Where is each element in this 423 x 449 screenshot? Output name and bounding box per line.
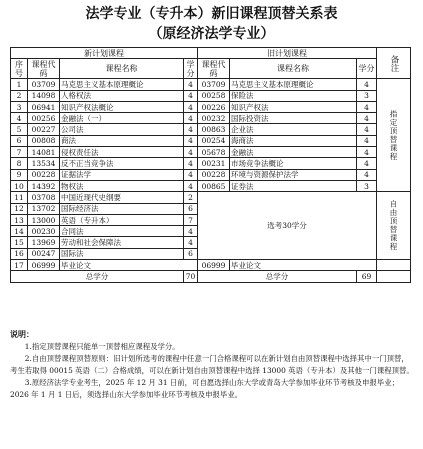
row-credit: 4 bbox=[184, 180, 198, 191]
thesis-old-code: 06999 bbox=[198, 260, 230, 271]
row-old-code: 00258 bbox=[198, 90, 230, 101]
table-row bbox=[11, 90, 411, 101]
total-new-label: 总学分 bbox=[11, 271, 184, 282]
row-seq: 9 bbox=[11, 169, 28, 180]
row-old-name: 市场竞争法概论 bbox=[230, 158, 357, 169]
note-1: 1.指定顶替课程只能单一顶替相应课程及学分。 bbox=[24, 342, 180, 351]
elective-credits: 选考30学分 bbox=[198, 192, 377, 260]
row-code: 06941 bbox=[28, 101, 60, 112]
row-name: 知识产权法概论 bbox=[60, 101, 184, 112]
row-name: 马克思主义基本原理概论 bbox=[60, 79, 184, 90]
page-subtitle: （原经济法学专业） bbox=[148, 26, 275, 42]
remark-header: 备注 bbox=[377, 48, 411, 79]
row-name: 反不正当竞争法 bbox=[60, 158, 184, 169]
credit-header: 学分 bbox=[184, 59, 198, 79]
old-credit-header: 学分 bbox=[357, 59, 377, 79]
row-code: 13000 bbox=[28, 214, 60, 225]
seq-header: 序号 bbox=[11, 59, 28, 79]
row-code: 13969 bbox=[28, 237, 60, 248]
row-name: 金融法（一） bbox=[60, 113, 184, 124]
row-seq: 14 bbox=[11, 226, 28, 237]
row-old-name: 海商法 bbox=[230, 135, 357, 146]
row-old-code: 00863 bbox=[198, 124, 230, 135]
notes-heading: 说明： bbox=[10, 330, 34, 339]
row-credit: 4 bbox=[184, 237, 198, 248]
row-seq: 8 bbox=[11, 158, 28, 169]
row-credit: 4 bbox=[184, 158, 198, 169]
table-row bbox=[11, 113, 411, 124]
total-old-label: 总学分 bbox=[198, 271, 357, 282]
row-old-name: 证券法 bbox=[230, 180, 357, 191]
row-name: 公司法 bbox=[60, 124, 184, 135]
row-name: 劳动和社会保障法 bbox=[60, 237, 184, 248]
row-seq: 16 bbox=[11, 248, 28, 259]
row-seq: 7 bbox=[11, 147, 28, 158]
table-row bbox=[11, 169, 411, 180]
new-plan-header: 新计划课程 bbox=[11, 48, 198, 59]
note-2: 2.自由顶替课程顶替原则：旧计划所选考的课程中任意一门合格课程可以在新计划自由顶替课程中选择其中一门顶替，考生若取得 00015 英语（二）合格成绩，可以在新计划自由顶替课程中选择 13000 英语（专升本）及其他一门课程顶替。 bbox=[10, 354, 414, 375]
row-seq: 12 bbox=[11, 203, 28, 214]
row-old-code: 00232 bbox=[198, 113, 230, 124]
remark-designated: 指定顶替课程 bbox=[377, 79, 411, 192]
row-old-credit: 4 bbox=[357, 147, 377, 158]
row-code: 03708 bbox=[28, 192, 60, 203]
old-code-header: 课程代码 bbox=[198, 59, 230, 79]
row-credit: 4 bbox=[184, 124, 198, 135]
row-old-code: 03709 bbox=[198, 79, 230, 90]
row-seq: 4 bbox=[11, 113, 28, 124]
table-row bbox=[11, 147, 411, 158]
row-old-credit: 3 bbox=[357, 180, 377, 191]
table-row bbox=[11, 180, 411, 191]
row-name: 证据法学 bbox=[60, 169, 184, 180]
row-seq: 2 bbox=[11, 90, 28, 101]
row-seq: 13 bbox=[11, 214, 28, 225]
row-credit: 6 bbox=[184, 203, 198, 214]
row-old-code: 00254 bbox=[198, 135, 230, 146]
row-code: 13702 bbox=[28, 203, 60, 214]
row-code: 00808 bbox=[28, 135, 60, 146]
row-old-credit: 4 bbox=[357, 124, 377, 135]
row-seq: 5 bbox=[11, 124, 28, 135]
thesis-code: 06999 bbox=[28, 260, 60, 271]
row-code: 13534 bbox=[28, 158, 60, 169]
row-old-code: 00226 bbox=[198, 101, 230, 112]
thesis-seq: 17 bbox=[11, 260, 28, 271]
course-replacement-table bbox=[10, 47, 411, 283]
row-old-credit: 4 bbox=[357, 135, 377, 146]
row-old-code: 00865 bbox=[198, 180, 230, 191]
row-code: 00247 bbox=[28, 248, 60, 259]
row-old-credit: 4 bbox=[357, 169, 377, 180]
row-code: 14392 bbox=[28, 180, 60, 191]
row-name: 国际法 bbox=[60, 248, 184, 259]
row-old-name: 保险法 bbox=[230, 90, 357, 101]
row-code: 00230 bbox=[28, 226, 60, 237]
row-old-name: 金融法 bbox=[230, 147, 357, 158]
old-name-header: 课程名称 bbox=[230, 59, 357, 79]
row-seq: 11 bbox=[11, 192, 28, 203]
row-code: 00227 bbox=[28, 124, 60, 135]
remark-free: 自由顶替课程 bbox=[377, 192, 411, 260]
row-code: 00228 bbox=[28, 169, 60, 180]
row-old-credit: 4 bbox=[357, 113, 377, 124]
old-plan-header: 旧计划课程 bbox=[198, 48, 377, 59]
row-credit: 4 bbox=[184, 226, 198, 237]
row-old-credit: 4 bbox=[357, 158, 377, 169]
row-name: 合同法 bbox=[60, 226, 184, 237]
name-header: 课程名称 bbox=[60, 59, 184, 79]
row-seq: 1 bbox=[11, 79, 28, 90]
row-credit: 2 bbox=[184, 192, 198, 203]
row-name: 国际经济法 bbox=[60, 203, 184, 214]
table-row bbox=[11, 192, 411, 203]
row-name: 商法 bbox=[60, 135, 184, 146]
row-credit: 4 bbox=[184, 169, 198, 180]
notes-section bbox=[10, 329, 414, 401]
page-title: 法学专业（专升本）新旧课程顶替关系表 bbox=[85, 6, 338, 22]
row-old-name: 知识产权法 bbox=[230, 101, 357, 112]
row-credit: 4 bbox=[184, 113, 198, 124]
row-seq: 6 bbox=[11, 135, 28, 146]
row-old-code: 05678 bbox=[198, 147, 230, 158]
total-old-credit: 69 bbox=[357, 271, 377, 282]
row-credit: 4 bbox=[184, 147, 198, 158]
row-old-credit: 4 bbox=[357, 79, 377, 90]
row-seq: 3 bbox=[11, 101, 28, 112]
row-old-name: 国际投资法 bbox=[230, 113, 357, 124]
row-seq: 15 bbox=[11, 237, 28, 248]
row-old-code: 00228 bbox=[198, 169, 230, 180]
thesis-old-name: 毕业论文 bbox=[230, 260, 377, 271]
row-name: 人格权法 bbox=[60, 90, 184, 101]
row-code: 00256 bbox=[28, 113, 60, 124]
row-old-name: 企业法 bbox=[230, 124, 357, 135]
row-code: 03709 bbox=[28, 79, 60, 90]
code-header: 课程代码 bbox=[28, 59, 60, 79]
total-new-credit: 70 bbox=[184, 271, 198, 282]
row-code: 14081 bbox=[28, 147, 60, 158]
row-credit: 4 bbox=[184, 79, 198, 90]
table-row bbox=[11, 158, 411, 169]
row-credit: 4 bbox=[184, 90, 198, 101]
row-credit: 4 bbox=[184, 135, 198, 146]
row-code: 14098 bbox=[28, 90, 60, 101]
row-credit: 7 bbox=[184, 214, 198, 225]
row-old-credit: 3 bbox=[357, 90, 377, 101]
row-old-code: 00231 bbox=[198, 158, 230, 169]
row-old-name: 环境与资源保护法学 bbox=[230, 169, 357, 180]
row-credit: 4 bbox=[184, 101, 198, 112]
row-old-name: 马克思主义基本原理概论 bbox=[230, 79, 357, 90]
row-old-credit: 4 bbox=[357, 101, 377, 112]
table-row bbox=[11, 79, 411, 90]
note-3: 3.原经济法学专业考生，2025 年 12 月 31 日前，可自愿选择山东大学或青岛大学参加毕业环节考核及申报毕业；2026 年 1 月 1 日后，须选择山东大学参加毕业环节考核及申报毕业。 bbox=[10, 378, 400, 399]
row-name: 英语（专升本） bbox=[60, 214, 184, 225]
row-credit: 6 bbox=[184, 248, 198, 259]
row-name: 物权法 bbox=[60, 180, 184, 191]
row-name: 侵权责任法 bbox=[60, 147, 184, 158]
table-row bbox=[11, 101, 411, 112]
table-row bbox=[11, 124, 411, 135]
thesis-name: 毕业论文 bbox=[60, 260, 198, 271]
table-row bbox=[11, 135, 411, 146]
row-seq: 10 bbox=[11, 180, 28, 191]
row-name: 中国近现代史纲要 bbox=[60, 192, 184, 203]
